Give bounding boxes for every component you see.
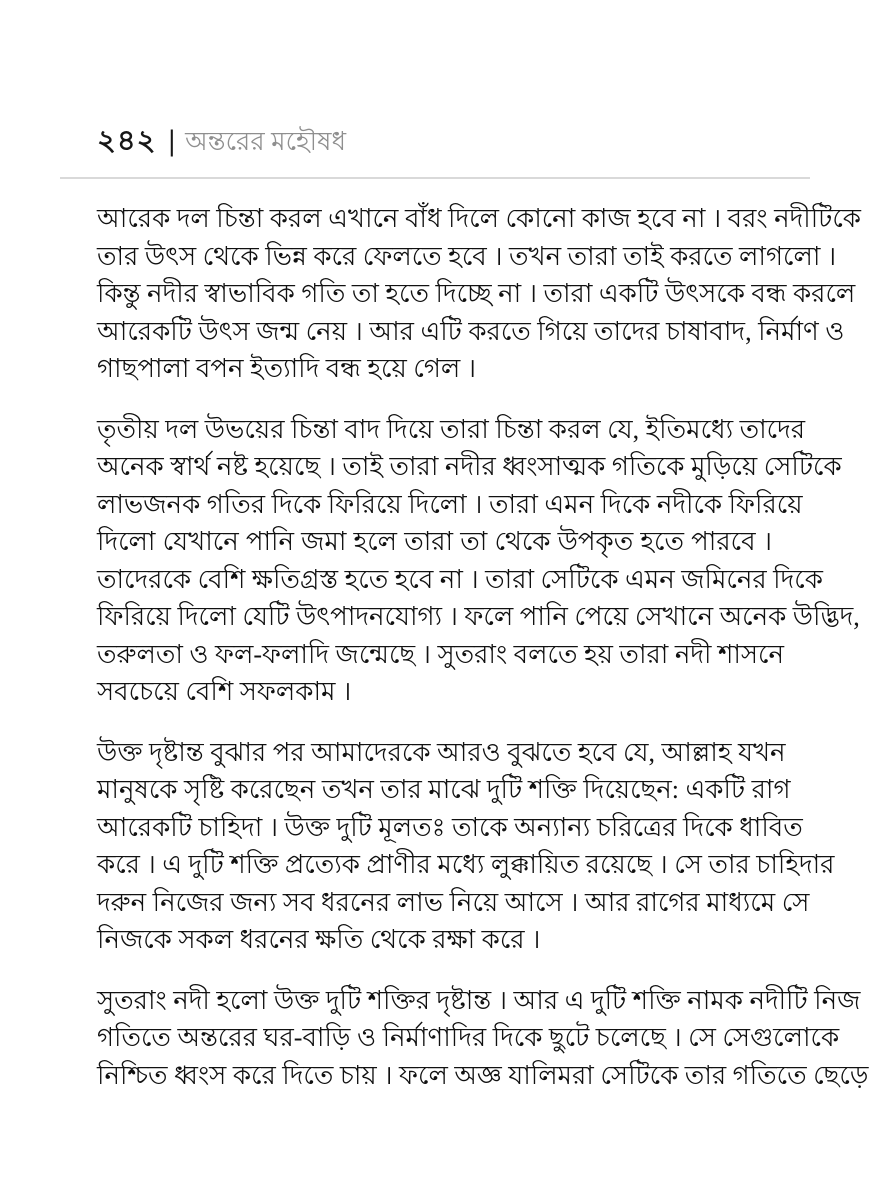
paragraph [97, 982, 869, 1095]
text-line: ফিরিয়ে দিলো যেটি উৎপাদনযোগ্য । ফলে পানি পেয়ে সেখানে অনেক উদ্ভিদ, [97, 602, 860, 631]
text-line: দরুন নিজের জন্য সব ধরনের লাভ নিয়ে আসে । আর রাগের মাধ্যমে সে [97, 887, 810, 917]
text-line: সুতরাং নদী হলো উক্ত দুটি শক্তির দৃষ্টান্ত । আর এ দুটি শক্তি নামক নদীটি নিজ [97, 985, 861, 1015]
paragraph [97, 200, 861, 388]
text-line: সবচেয়ে বেশি সফলকাম । [97, 677, 352, 706]
text-line: উক্ত দৃষ্টান্ত বুঝার পর আমাদেরকে আরও বুঝতে হবে যে, আল্লাহ যখন [97, 737, 786, 767]
text-line: গতিতে অন্তরের ঘর-বাড়ি ও নির্মাণাদির দিকে ছুটে চলেছে । সে সেগুলোকে [97, 1023, 840, 1052]
page-header [97, 118, 810, 167]
text-line: মানুষকে সৃষ্টি করেছেন তখন তার মাঝে দুটি শক্তি দিয়েছেন: একটি রাগ [97, 775, 791, 804]
text-line: দিলো যেখানে পানি জমা হলে তারা তা থেকে উপকৃত হতে পারবে । [97, 527, 772, 556]
text-line: নিজকে সকল ধরনের ক্ষতি থেকে রক্ষা করে । [97, 925, 541, 954]
header-rule [60, 177, 810, 179]
text-line: আরেকটি উৎস জন্ম নেয় । আর এটি করতে গিয়ে তাদের চাষাবাদ, নির্মাণ ও [97, 316, 845, 346]
text-line: নিশ্চিত ধ্বংস করে দিতে চায় । ফলে অজ্ঞ যালিমরা সেটিকে তার গতিতে ছেড়ে [97, 1060, 869, 1090]
text-line: তার উৎস থেকে ভিন্ন করে ফেলতে হবে । তখন তারা তাই করতে লাগলো । [97, 241, 837, 271]
text-line: তরুলতা ও ফল-ফলাদি জন্মেছে । সুতরাং বলতে হয় তারা নদী শাসনে [97, 639, 785, 669]
page-content [97, 200, 869, 1094]
book-title: অন্তরের মহৌষধ [185, 127, 347, 156]
header-separator: | [168, 124, 176, 157]
text-line: গাছপালা বপন ইত্যাদি বন্ধ হয়ে গেল । [97, 354, 477, 383]
paragraph [97, 411, 860, 711]
text-line: অনেক স্বার্থ নষ্ট হয়েছে । তাই তারা নদীর ধ্বংসাত্মক গতিকে মুড়িয়ে সেটিকে [97, 452, 842, 481]
paragraph [97, 734, 835, 959]
text-line: লাভজনক গতির দিকে ফিরিয়ে দিলো । তারা এমন দিকে নদীকে ফিরিয়ে [97, 489, 803, 519]
text-line: তৃতীয় দল উভয়ের চিন্তা বাদ দিয়ে তারা চিন্তা করল যে, ইতিমধ্যে তাদের [97, 414, 806, 444]
text-line: করে । এ দুটি শক্তি প্রত্যেক প্রাণীর মধ্যে লুক্কায়িত রয়েছে । সে তার চাহিদার [97, 850, 835, 879]
text-line: আরেক দল চিন্তা করল এখানে বাঁধ দিলে কোনো কাজ হবে না । বরং নদীটিকে [97, 204, 861, 233]
page-number: ২৪২ [97, 125, 157, 157]
text-line: তাদেরকে বেশি ক্ষতিগ্রস্ত হতে হবে না । তারা সেটিকে এমন জমিনের দিকে [97, 564, 823, 594]
text-line: আরেকটি চাহিদা । উক্ত দুটি মূলতঃ তাকে অন্যান্য চরিত্রের দিকে ধাবিত [97, 812, 803, 842]
text-line: কিন্তু নদীর স্বাভাবিক গতি তা হতে দিচ্ছে না । তারা একটি উৎসকে বন্ধ করলে [97, 279, 856, 308]
